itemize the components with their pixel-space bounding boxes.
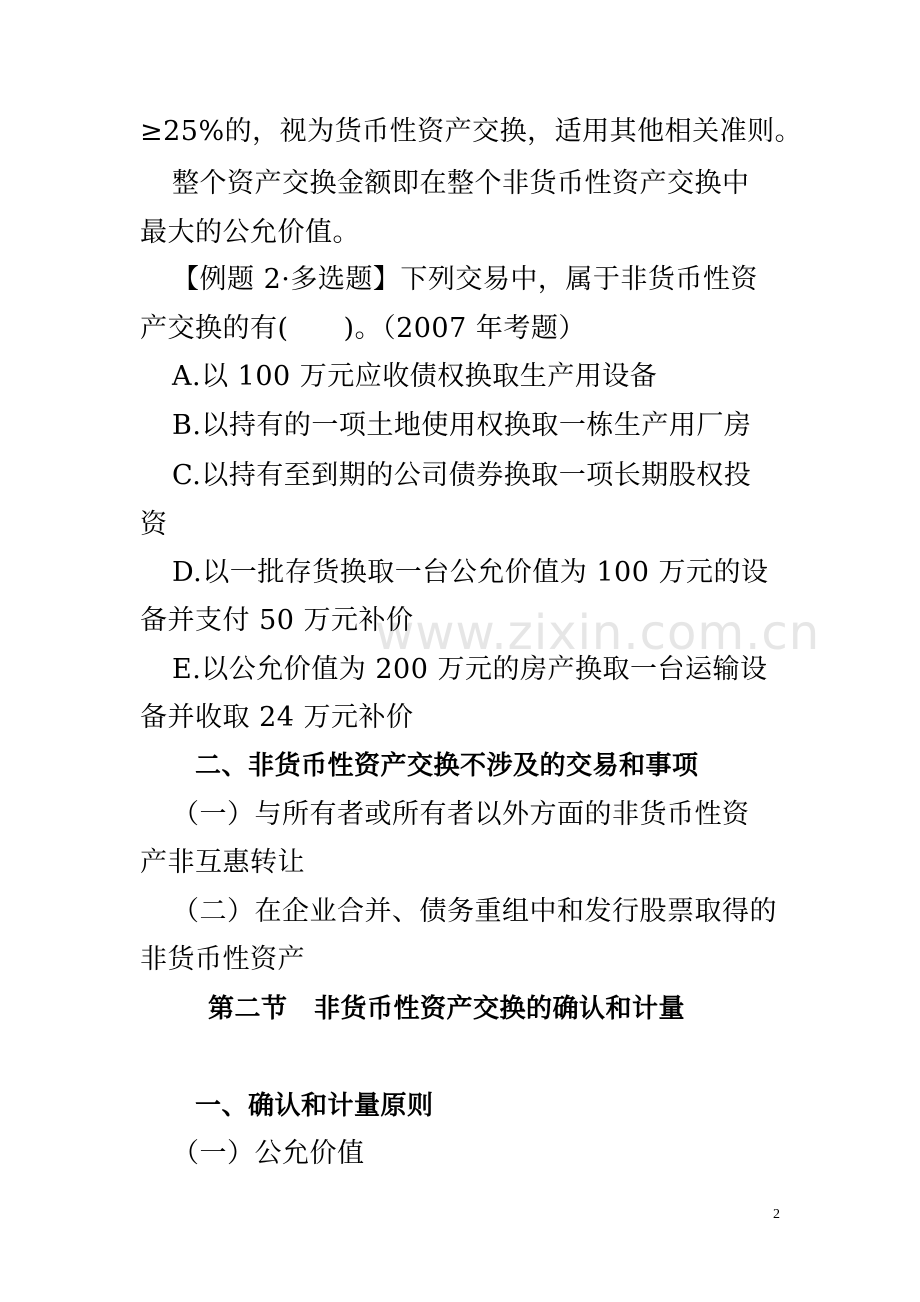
paragraph-line: 最大的公允价值。 <box>140 217 360 248</box>
option-c-continued: 资 <box>140 509 168 540</box>
paragraph-line: （一）与所有者或所有者以外方面的非货币性资 <box>172 799 750 830</box>
option-d: D.以一批存货换取一台公允价值为 100 万元的设 <box>172 557 769 588</box>
paragraph-line: 产交换的有( )。（2007 年考题） <box>140 313 586 344</box>
section-heading: 一、确认和计量原则 <box>195 1091 434 1121</box>
option-e-continued: 备并收取 24 万元补价 <box>140 702 414 733</box>
example-heading-line: 【例题 2·多选题】下列交易中，属于非货币性资 <box>172 264 758 295</box>
page-number: 2 <box>773 1207 780 1222</box>
option-a: A.以 100 万元应收债权换取生产用设备 <box>172 361 658 392</box>
paragraph-line: （二）在企业合并、债务重组中和发行股票取得的 <box>172 896 777 927</box>
option-e: E.以公允价值为 200 万元的房产换取一台运输设 <box>172 654 768 685</box>
paragraph-line: ≥25%的，视为货币性资产交换，适用其他相关准则。 <box>140 116 803 147</box>
option-d-continued: 备并支付 50 万元补价 <box>140 605 414 636</box>
option-c: C.以持有至到期的公司债券换取一项长期股权投 <box>172 460 752 491</box>
chapter-section-title: 第二节 非货币性资产交换的确认和计量 <box>208 994 686 1024</box>
watermark: www.zixin.com.cn <box>375 605 821 661</box>
section-heading: 二、非货币性资产交换不涉及的交易和事项 <box>195 751 699 781</box>
paragraph-line: 整个资产交换金额即在整个非货币性资产交换中 <box>172 168 750 199</box>
paragraph-line: 非货币性资产 <box>140 944 305 975</box>
paragraph-line: 产非互惠转让 <box>140 847 305 878</box>
option-b: B.以持有的一项土地使用权换取一栋生产用厂房 <box>172 410 752 441</box>
subsection-heading: （一）公允价值 <box>172 1138 365 1169</box>
